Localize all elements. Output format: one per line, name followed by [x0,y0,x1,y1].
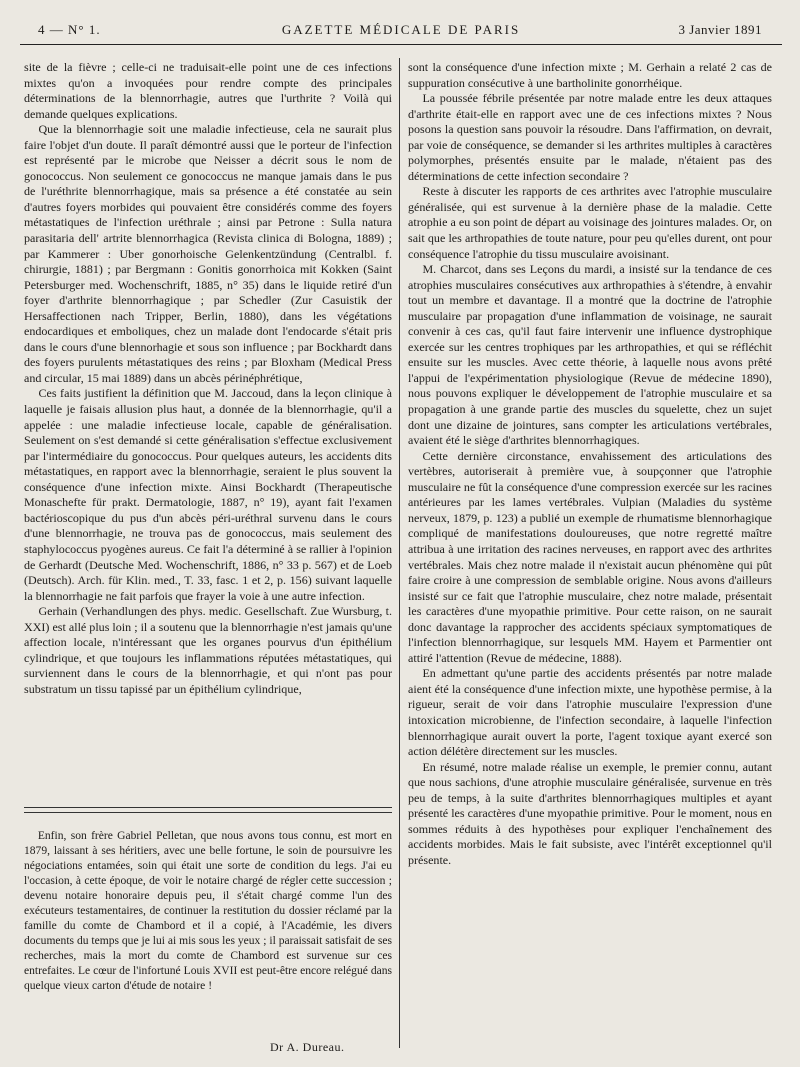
paragraph: Gerhain (Verhandlungen des phys. medic. Gesellschaft. Zue Wursburg, t. XXI) est allé plus loin ; il a soutenu que la blennorrhagie n'est jamais qu'une affection locale, n'intéressant que les organes pourvus d'un épithélium cylindrique, et que toujours les inflammations réputées métastatiques, qui surviennent dans le cours de la blennorrhagie, et qui n'ont pas pour substratum un tissu tapissé par un épithélium cylindrique, [24,604,392,696]
column-divider [399,58,400,1048]
issue-date: 3 Janvier 1891 [678,22,762,37]
page-number: 4 — N° 1. [38,22,101,37]
footnote [24,829,392,995]
paragraph: site de la fièvre ; celle-ci ne traduisait-elle point une de ces infections mixtes qu'on a invoquées pour rendre compte des principales déterminations de la blennorrhagie, autres que l'urthrite ? Voilà qui demande quelques explications. [24,60,392,121]
page-header [20,18,782,45]
paragraph: Reste à discuter les rapports de ces arthrites avec l'atrophie musculaire généralisée, qui est survenue à la dernière phase de la maladie. Cette atrophie a eu son point de départ au voisinage des jointures malades. Or, on sait que les arthropathies de toute nature, pour peu qu'elles durent, ont pour conséquence l'atrophie du tissu musculaire avoisinant. [408,184,772,261]
paragraph: M. Charcot, dans ses Leçons du mardi, a insisté sur la tendance de ces atrophies musculaires consécutives aux arthropathies à s'étendre, à envahir tout un membre et davantage. Il a montré que la doctrine de l'atrophie musculaire par propagation d'une inflammation de voisinage, ne saurait convenir à ces cas, qu'il faut faire intervenir une influence dystrophique exercée sur les centres trophiques par les arthropathies, et qui se réfléchit ensuite sur les muscles. Avec cette théorie, à laquelle nous avons prêté l'appui de l'expérimentation physiologique (Revue de médecine 1890), nous pouvons expliquer le développement de l'atrophie musculaire et sa propagation à une grande partie des muscles du squelette, chez un sujet dont une dizaine de jointures, sans compter les articulations vertébrales, avaient été le siège d'arthrites blennorrhagiques. [408,262,772,448]
paragraph: Cette dernière circonstance, envahissement des articulations des vertèbres, autoriserait à première vue, à soupçonner que l'atrophie musculaire ne fût la conséquence d'une compression exercée sur les racines antérieures par les lames vertébrales. Vulpian (Maladies du système nerveux, 1879, p. 123) a publié un exemple de rhumatisme blennorhagique compliqué de manifestations douloureuses, que notre regretté maître attribua à une irritation des racines nerveuses, en rapport avec des arthrites vertébrales. Mais chez notre malade il n'existait aucun phénomène qui pût faire croire à une compression de semblable origine. Nous avons d'ailleurs insisté sur ce fait que l'atrophie musculaire, chez notre malade, présentait les caractères d'une myopathie primitive. Pour cette raison, on ne saurait donc davantage la rapprocher des accidents spéciaux symptomatiques de l'infection blennorrhagique, sur lesquels MM. Hayem et Parmentier ont attiré l'attention (Revue de médecine, 1888). [408,448,772,665]
right-column [408,60,772,868]
footnote-divider [24,807,392,808]
paragraph: Ces faits justifient la définition que M. Jaccoud, dans la leçon clinique à laquelle je faisais allusion plus haut, a donnée de la blennorrhagie, qu'il a appelée : une maladie infectieuse locale, capable de généralisation. Seulement on s'est demandé si cette généralisation s'effectue exclusivement par l'intermédiaire du gonococcus. Pour quelques auteurs, les accidents dits métastatiques, en rapport avec la blennorrhagie, seraient le plus souvent la conséquence d'une infection mixte. Ainsi Bockhardt (Therapeutische Monaschefte für prakt. Dermatologie, 1887, n° 19), ayant fait l'examen bactérioscopique du pus d'un abcès péri-uréthral survenu dans le cours d'une blennorrhagie, ne trouva pas de gonococcus, mais seulement des staphylococcus pyogènes aureus. Ce fait l'a déterminé à se rallier à l'opinion de Gerhardt (Deutsche Med. Wochenschrift, 1886, n° 33 p. 567) et de Loeb (Deutsch). Arch. für Klin. med., T. 33, fasc. 1 et 2, p. 156) suivant laquelle la blennorrhagie ne fait parfois que frayer la voie à une autre infection. [24,386,392,603]
paragraph: sont la conséquence d'une infection mixte ; M. Gerhain a relaté 2 cas de suppuration consécutive à une bartholinite gonorrhéique. [408,60,772,90]
journal-title: GAZETTE MÉDICALE DE PARIS [281,22,521,37]
paragraph: Que la blennorrhagie soit une maladie infectieuse, cela ne saurait plus faire l'objet d'un doute. Il paraît démontré aussi que le porteur de l'infection est représenté par le microbe que Neisser a décrit sous le nom de gonococcus. Non seulement ce gonococcus ne manque jamais dans le pus de l'uréthrite blennorrhagique, mais sa présence a été constatée au sein d'autres foyers morbides qui pouvaient être considérés comme des foyers métastatiques de l'infection uréthrale ; ainsi par Petrone : Sulla natura parasitaria dell' artrite blennorrhagica (Revista clinica di Bologna, 1889) ; par Kammerer : Uber gonorhoische Gelenkentzündung (Centralbl. f. chirurgie, 1881) ; par Bergmann : Gonitis gonorrhoica mit Kokken (Saint Petersburger med. Wochenschrift, 1885, n° 35) dans le liquide retiré d'un foyer d'arthrite blennorrhagique ; par Schedler (Zur Casuistik der Hersaffectionen nach Tripper, Berlin, 1880), dans les végétations endocardiques et emboliques, chez un malade dont l'endocarde s'était pris dans le cours d'une blennorhagie et sous son influence ; par Bockhardt dans des foyers purulents métastatiques des reins ; par Bloxham (Medical Press and circular, 15 mai 1889) dans un abcès périnéphrétique, [24,122,392,385]
paragraph: En admettant qu'une partie des accidents présentés par notre malade aient été la conséquence d'une infection mixte, une hypothèse permise, à la rigueur, serait de voir dans l'atrophie musculaire l'expression d'une intoxication microbienne, de l'infection secondaire, à laquelle l'infection blennorrhagique aurait ouvert la porte, l'agent toxique ayant exercé son action délétère directement sur les muscles. [408,666,772,759]
paragraph: La poussée fébrile présentée par notre malade entre les deux attaques d'arthrite était-elle en rapport avec une de ces infections mixtes ? Nous posons la question sans pouvoir la résoudre. Dans l'affirmation, on devrait, par voie de conséquence, se demander si les arthrites multiples à caractères polymorphes, présentés ensuite par le malade, n'étaient pas des déterminations de cette infection secondaire ? [408,91,772,183]
left-column [24,60,392,697]
footnote-text: Enfin, son frère Gabriel Pelletan, que nous avons tous connu, est mort en 1879, laissant à ses héritiers, avec une belle fortune, le soin de poursuivre les négociations entamées, soin qui était une sorte de condition du legs. J'ai eu l'occasion, à cette époque, de voir le notaire chargé de régler cette succession ; devenu notaire honoraire depuis peu, il s'était chargé comme l'un des exécuteurs testamentaires, de continuer la restitution du dossier réclamé par la famille du comte de Chambord et il a copié, à l'Académie, les divers documents du temps que je lui ai mis sous les yeux ; il paraissait satisfait de ses recherches, mais la mort du comte de Chambord est survenue sur ces entrefaites. Le cœur de l'infortuné Louis XVII est peut-être encore relégué dans quelque vieux carton d'étude de notaire ! [24,830,392,993]
paragraph: En résumé, notre malade réalise un exemple, le premier connu, autant que nous sachions, d'une atrophie musculaire généralisée, survenue en très peu de temps, à la suite d'arthrites blennorrhagiques multiples et ayant présenté les caractères d'une myopathie primitive. Pour le moment, nous en sommes réduits à des hypothèses pour expliquer l'enchaînement des accidents morbides. Mais le fait subsiste, avec l'intérêt exceptionnel qu'il présente. [408,759,772,867]
footnote-divider [24,812,392,813]
footnote-signature: Dr A. Dureau. [270,1040,345,1054]
